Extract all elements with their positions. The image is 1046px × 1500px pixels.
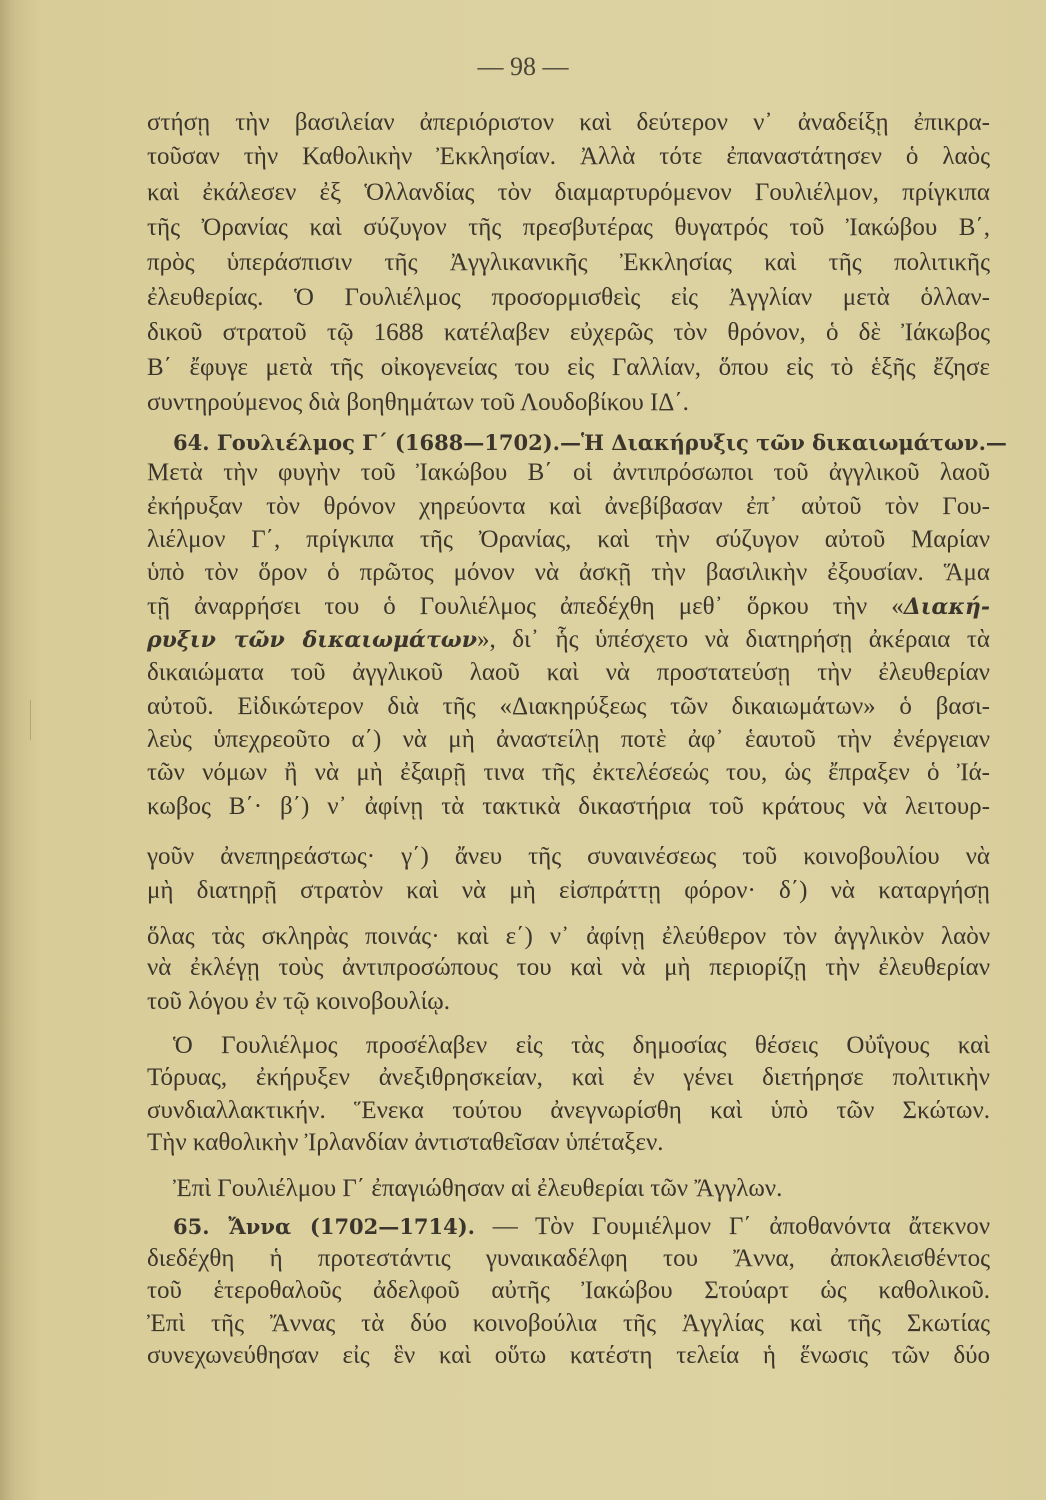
text-segment: κωβος Β΄· β΄) ν᾿ ἀφίνῃ τὰ τακτικὰ δικαστήρια τοῦ κράτους νὰ λειτουρ- bbox=[147, 793, 990, 820]
text-segment: δικαιώματα τοῦ ἀγγλικοῦ λαοῦ καὶ νὰ προστατεύσῃ τὴν ἐλευθερίαν bbox=[147, 659, 990, 686]
emphasized-text: Διακή- bbox=[903, 594, 990, 620]
text-line bbox=[147, 492, 990, 522]
text-segment: — Τὸν Γουμιέλμον Γ΄ ἀποθανόντα ἄτεκνον bbox=[474, 1213, 990, 1240]
text-line bbox=[147, 1244, 990, 1274]
text-line bbox=[147, 1276, 990, 1306]
text-line bbox=[147, 625, 990, 655]
text-segment: καὶ ἐκάλεσεν ἐξ Ὁλλανδίας τὸν διαμαρτυρόμενον Γουλιέλμον, πρίγκιπα bbox=[147, 179, 990, 206]
text-segment: Ἐπὶ τῆς Ἄννας τὰ δύο κοινοβούλια τῆς Ἀγγλίας καὶ τῆς Σκωτίας bbox=[147, 1310, 990, 1337]
text-line bbox=[147, 1063, 990, 1093]
text-line bbox=[147, 876, 990, 906]
text-line bbox=[173, 1174, 990, 1204]
text-segment: τῶν νόμων ἢ νὰ μὴ ἐξαιρῇ τινα τῆς ἐκτελέσεώς του, ὡς ἔπραξεν ὁ Ἰά- bbox=[147, 759, 990, 786]
emphasized-text: 65. Ἄννα (1702—1714). bbox=[173, 1214, 475, 1239]
page-number: — 98 — bbox=[477, 52, 569, 81]
text-line bbox=[147, 1341, 990, 1371]
emphasized-text: ρυξιν τῶν δικαιωμάτων bbox=[147, 627, 478, 653]
text-line bbox=[147, 953, 990, 983]
text-segment: τῆς Ὀρανίας καὶ σύζυγον τῆς πρεσβυτέρας θυγατρός τοῦ Ἰακώβου Β΄, bbox=[147, 214, 990, 241]
text-segment: Ἐπὶ Γουλιέλμου Γ΄ ἐπαγιώθησαν αἱ ἐλευθερίαι τῶν Ἄγγλων. bbox=[173, 1175, 783, 1202]
text-segment: τοῦ ἑτεροθαλοῦς ἀδελφοῦ αὐτῆς Ἰακώβου Στούαρτ ὡς καθολικοῦ. bbox=[147, 1277, 990, 1304]
text-line bbox=[147, 213, 990, 243]
text-line bbox=[147, 658, 990, 688]
section-heading-line bbox=[173, 428, 1007, 458]
text-segment: », δι᾿ ἧς ὑπέσχετο νὰ διατηρήσῃ ἀκέραια τὰ bbox=[477, 626, 991, 653]
text-line bbox=[147, 388, 990, 418]
text-line bbox=[147, 283, 990, 313]
text-line bbox=[147, 792, 990, 822]
text-segment: στήσῃ τὴν βασιλείαν ἀπεριόριστον καὶ δεύτερον ν᾿ ἀναδείξῃ ἐπικρα- bbox=[147, 109, 990, 136]
text-line bbox=[147, 525, 990, 555]
text-segment: διεδέχθη ἡ προτεστάντις γυναικαδέλφη του Ἄννα, ἀποκλεισθέντος bbox=[147, 1245, 990, 1272]
text-line bbox=[147, 108, 990, 138]
text-segment: Τὴν καθολικὴν Ἰρλανδίαν ἀντισταθεῖσαν ὑπέταξεν. bbox=[147, 1129, 664, 1156]
text-segment: ἐκήρυξαν τὸν θρόνον χηρεύοντα καὶ ἀνεβίβασαν ἐπ᾿ αὐτοῦ τὸν Γου- bbox=[147, 493, 990, 520]
text-line bbox=[147, 318, 990, 348]
text-segment: Β΄ ἔφυγε μετὰ τῆς οἰκογενείας του εἰς Γαλλίαν, ὅπου εἰς τὸ ἑξῆς ἔζησε bbox=[147, 354, 990, 381]
text-line bbox=[147, 842, 990, 872]
section-heading-line bbox=[173, 1212, 990, 1242]
text-segment: Τόρυας, ἐκήρυξεν ἀνεξιθρησκείαν, καὶ ἐν γένει διετήρησε πολιτικὴν bbox=[147, 1064, 990, 1091]
text-line bbox=[147, 178, 990, 208]
text-segment: ὑπὸ τὸν ὅρον ὁ πρῶτος μόνον νὰ ἀσκῇ τὴν βασιλικὴν ἐξουσίαν. Ἅμα bbox=[147, 559, 990, 586]
text-segment: λεὺς ὑπεχρεοῦτο α΄) νὰ μὴ ἀναστείλῃ ποτὲ ἀφ᾿ ἑαυτοῦ τὴν ἐνέργειαν bbox=[147, 726, 990, 753]
text-line bbox=[147, 592, 990, 622]
text-line bbox=[147, 1096, 990, 1126]
text-segment: τοῦσαν τὴν Καθολικὴν Ἐκκλησίαν. Ἀλλὰ τότε ἐπαναστάτησεν ὁ λαὸς bbox=[147, 143, 990, 170]
text-segment: Ὁ Γουλιέλμος προσέλαβεν εἰς τὰς δημοσίας θέσεις Οὐΐγους καὶ bbox=[173, 1032, 990, 1059]
text-line bbox=[147, 692, 990, 722]
text-line bbox=[147, 458, 990, 488]
text-line bbox=[147, 758, 990, 788]
text-segment: συνδιαλλακτικήν. Ἕνεκα τούτου ἀνεγνωρίσθη καὶ ὑπὸ τῶν Σκώτων. bbox=[147, 1097, 990, 1124]
text-line bbox=[173, 1031, 990, 1061]
text-line bbox=[147, 142, 990, 172]
text-segment: γοῦν ἀνεπηρεάστως· γ΄) ἄνευ τῆς συναινέσεως τοῦ κοινοβουλίου νὰ bbox=[147, 843, 990, 870]
text-segment: λιέλμον Γ΄, πρίγκιπα τῆς Ὀρανίας, καὶ τὴν σύζυγον αὐτοῦ Μαρίαν bbox=[147, 526, 990, 553]
text-segment: ἐλευθερίας. Ὁ Γουλιέλμος προσορμισθεὶς εἰς Ἀγγλίαν μετὰ ὁλλαν- bbox=[147, 284, 990, 311]
text-line bbox=[147, 248, 990, 278]
text-line bbox=[147, 353, 990, 383]
text-segment: ὅλας τὰς σκληρὰς ποινάς· καὶ ε΄) ν᾿ ἀφίνῃ ἐλεύθερον τὸν ἀγγλικὸν λαὸν bbox=[147, 923, 990, 950]
text-segment: τῇ ἀναρρήσει του ὁ Γουλιέλμος ἀπεδέχθη μεθ᾿ ὅρκου τὴν « bbox=[147, 593, 904, 620]
text-line bbox=[147, 987, 990, 1017]
emphasized-text: 64. Γουλιέλμος Γ΄ (1688—1702).—Ἡ Διακήρυξις τῶν δικαιωμάτων.— bbox=[173, 430, 1007, 455]
text-segment: αὐτοῦ. Εἰδικώτερον διὰ τῆς «Διακηρύξεως τῶν δικαιωμάτων» ὁ βασι- bbox=[147, 693, 990, 720]
margin-mark bbox=[30, 700, 31, 740]
text-segment: μὴ διατηρῇ στρατὸν καὶ νὰ μὴ εἰσπράττῃ φόρον· δ΄) νὰ καταργήσῃ bbox=[147, 877, 990, 904]
text-segment: δικοῦ στρατοῦ τῷ 1688 κατέλαβεν εὐχερῶς τὸν θρόνον, ὁ δὲ Ἰάκωβος bbox=[147, 319, 990, 346]
text-segment: πρὸς ὑπεράσπισιν τῆς Ἀγγλικανικῆς Ἐκκλησίας καὶ τῆς πολιτικῆς bbox=[147, 249, 990, 276]
text-line bbox=[147, 1309, 990, 1339]
text-line bbox=[147, 1128, 990, 1158]
text-segment: συντηρούμενος διὰ βοηθημάτων τοῦ Λουδοβίκου ΙΔ΄. bbox=[147, 389, 689, 416]
text-segment: νὰ ἐκλέγῃ τοὺς ἀντιπροσώπους του καὶ νὰ μὴ περιορίζῃ τὴν ἐλευθερίαν bbox=[147, 954, 990, 981]
text-segment: συνεχωνεύθησαν εἰς ἓν καὶ οὕτω κατέστη τελεία ἡ ἕνωσις τῶν δύο bbox=[147, 1342, 990, 1369]
text-line bbox=[147, 725, 990, 755]
text-segment: Μετὰ τὴν φυγὴν τοῦ Ἰακώβου Β΄ οἱ ἀντιπρόσωποι τοῦ ἀγγλικοῦ λαοῦ bbox=[147, 459, 990, 486]
text-line bbox=[147, 922, 990, 952]
text-segment: τοῦ λόγου ἐν τῷ κοινοβουλίῳ. bbox=[147, 988, 451, 1015]
text-line bbox=[147, 558, 990, 588]
